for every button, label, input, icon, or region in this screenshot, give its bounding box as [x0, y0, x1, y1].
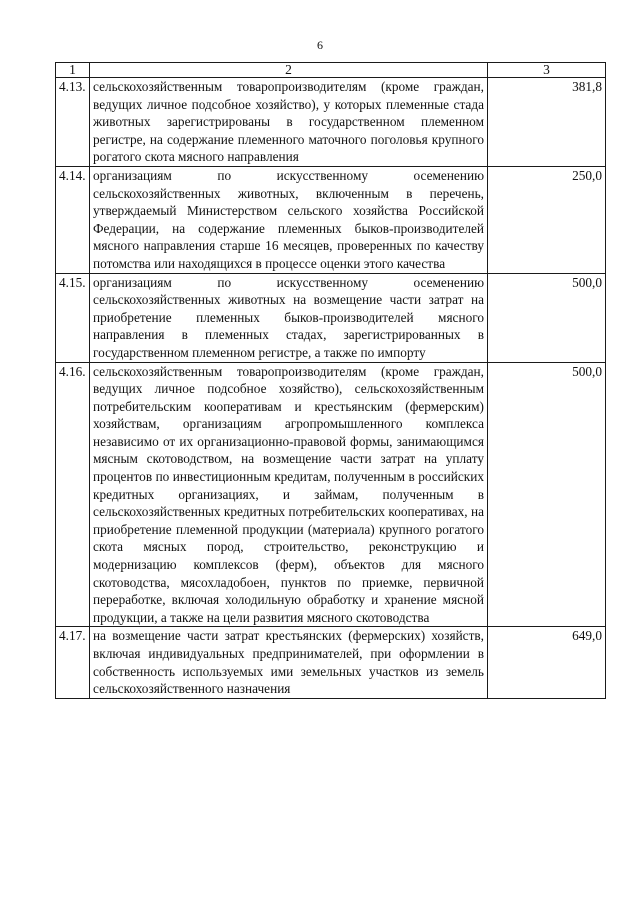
header-col-2: 2 [90, 63, 488, 78]
table-header [56, 63, 606, 78]
row-number: 4.14. [56, 166, 90, 273]
header-row [56, 63, 606, 78]
row-number: 4.15. [56, 273, 90, 362]
row-description: на возмещение части затрат крестьянских (фермерских) хозяйств, включая индивидуальных предпринимателей, при оформлении в собственность используемых ими земельных участков из земель сельскохозяйственного назначения [90, 627, 488, 698]
page-number: 6 [317, 38, 323, 52]
row-description: сельскохозяйственным товаропроизводителям (кроме граждан, ведущих личное подсобное хозяйство), сельскохозяйственным потребительским кооперативам и крестьянским (фермерским) хозяйствам, организациям агропромышленного комплекса независимо от их организационно-правовой формы, занимающимся мясным скотоводством, на возмещение части затрат на уплату процентов по инвестиционным кредитам, полученным в российских кредитных организациях, и займам, полученным в сельскохозяйственных кредитных потребительских кооперативах, на приобретение племенной продукции (материала) крупного рогатого скота мясных пород, строительство, реконструкцию и модернизацию комплексов (ферм), объектов для мясного скотоводства, мясохладобоен, пунктов по приемке, первичной переработке, включая холодильную обработку и хранение мясной продукции, а также на цели развития мясного скотоводства [90, 362, 488, 627]
row-description: сельскохозяйственным товаропроизводителям (кроме граждан, ведущих личное подсобное хозяйство), у которых племенные стада животных зарегистрированы в государственном племенном регистре, на содержание племенного маточного поголовья крупного рогатого скота мясного направления [90, 78, 488, 167]
row-description: организациям по искусственному осеменению сельскохозяйственных животных на возмещение части затрат на приобретение племенных быков-производителей мясного направления в племенных стадах, зарегистрированных в государственном племенном регистре, а также по импорту [90, 273, 488, 362]
row-amount: 250,0 [488, 166, 606, 273]
row-number: 4.17. [56, 627, 90, 698]
table-row [56, 362, 606, 627]
row-description: организациям по искусственному осеменению сельскохозяйственных животных, включенным в перечень, утверждаемый Министерством сельского хозяйства Российской Федерации, на содержание племенных быков-производителей мясного направления старше 16 месяцев, проверенных по качеству потомства или находящихся в процессе оценки этого качества [90, 166, 488, 273]
header-col-1: 1 [56, 63, 90, 78]
table-row [56, 627, 606, 698]
row-amount: 500,0 [488, 362, 606, 627]
row-amount: 649,0 [488, 627, 606, 698]
allocation-table [55, 62, 606, 699]
row-amount: 500,0 [488, 273, 606, 362]
row-number: 4.13. [56, 78, 90, 167]
table-row [56, 166, 606, 273]
header-col-3: 3 [488, 63, 606, 78]
row-amount: 381,8 [488, 78, 606, 167]
table-row [56, 78, 606, 167]
table-row [56, 273, 606, 362]
row-number: 4.16. [56, 362, 90, 627]
table-body [56, 78, 606, 699]
